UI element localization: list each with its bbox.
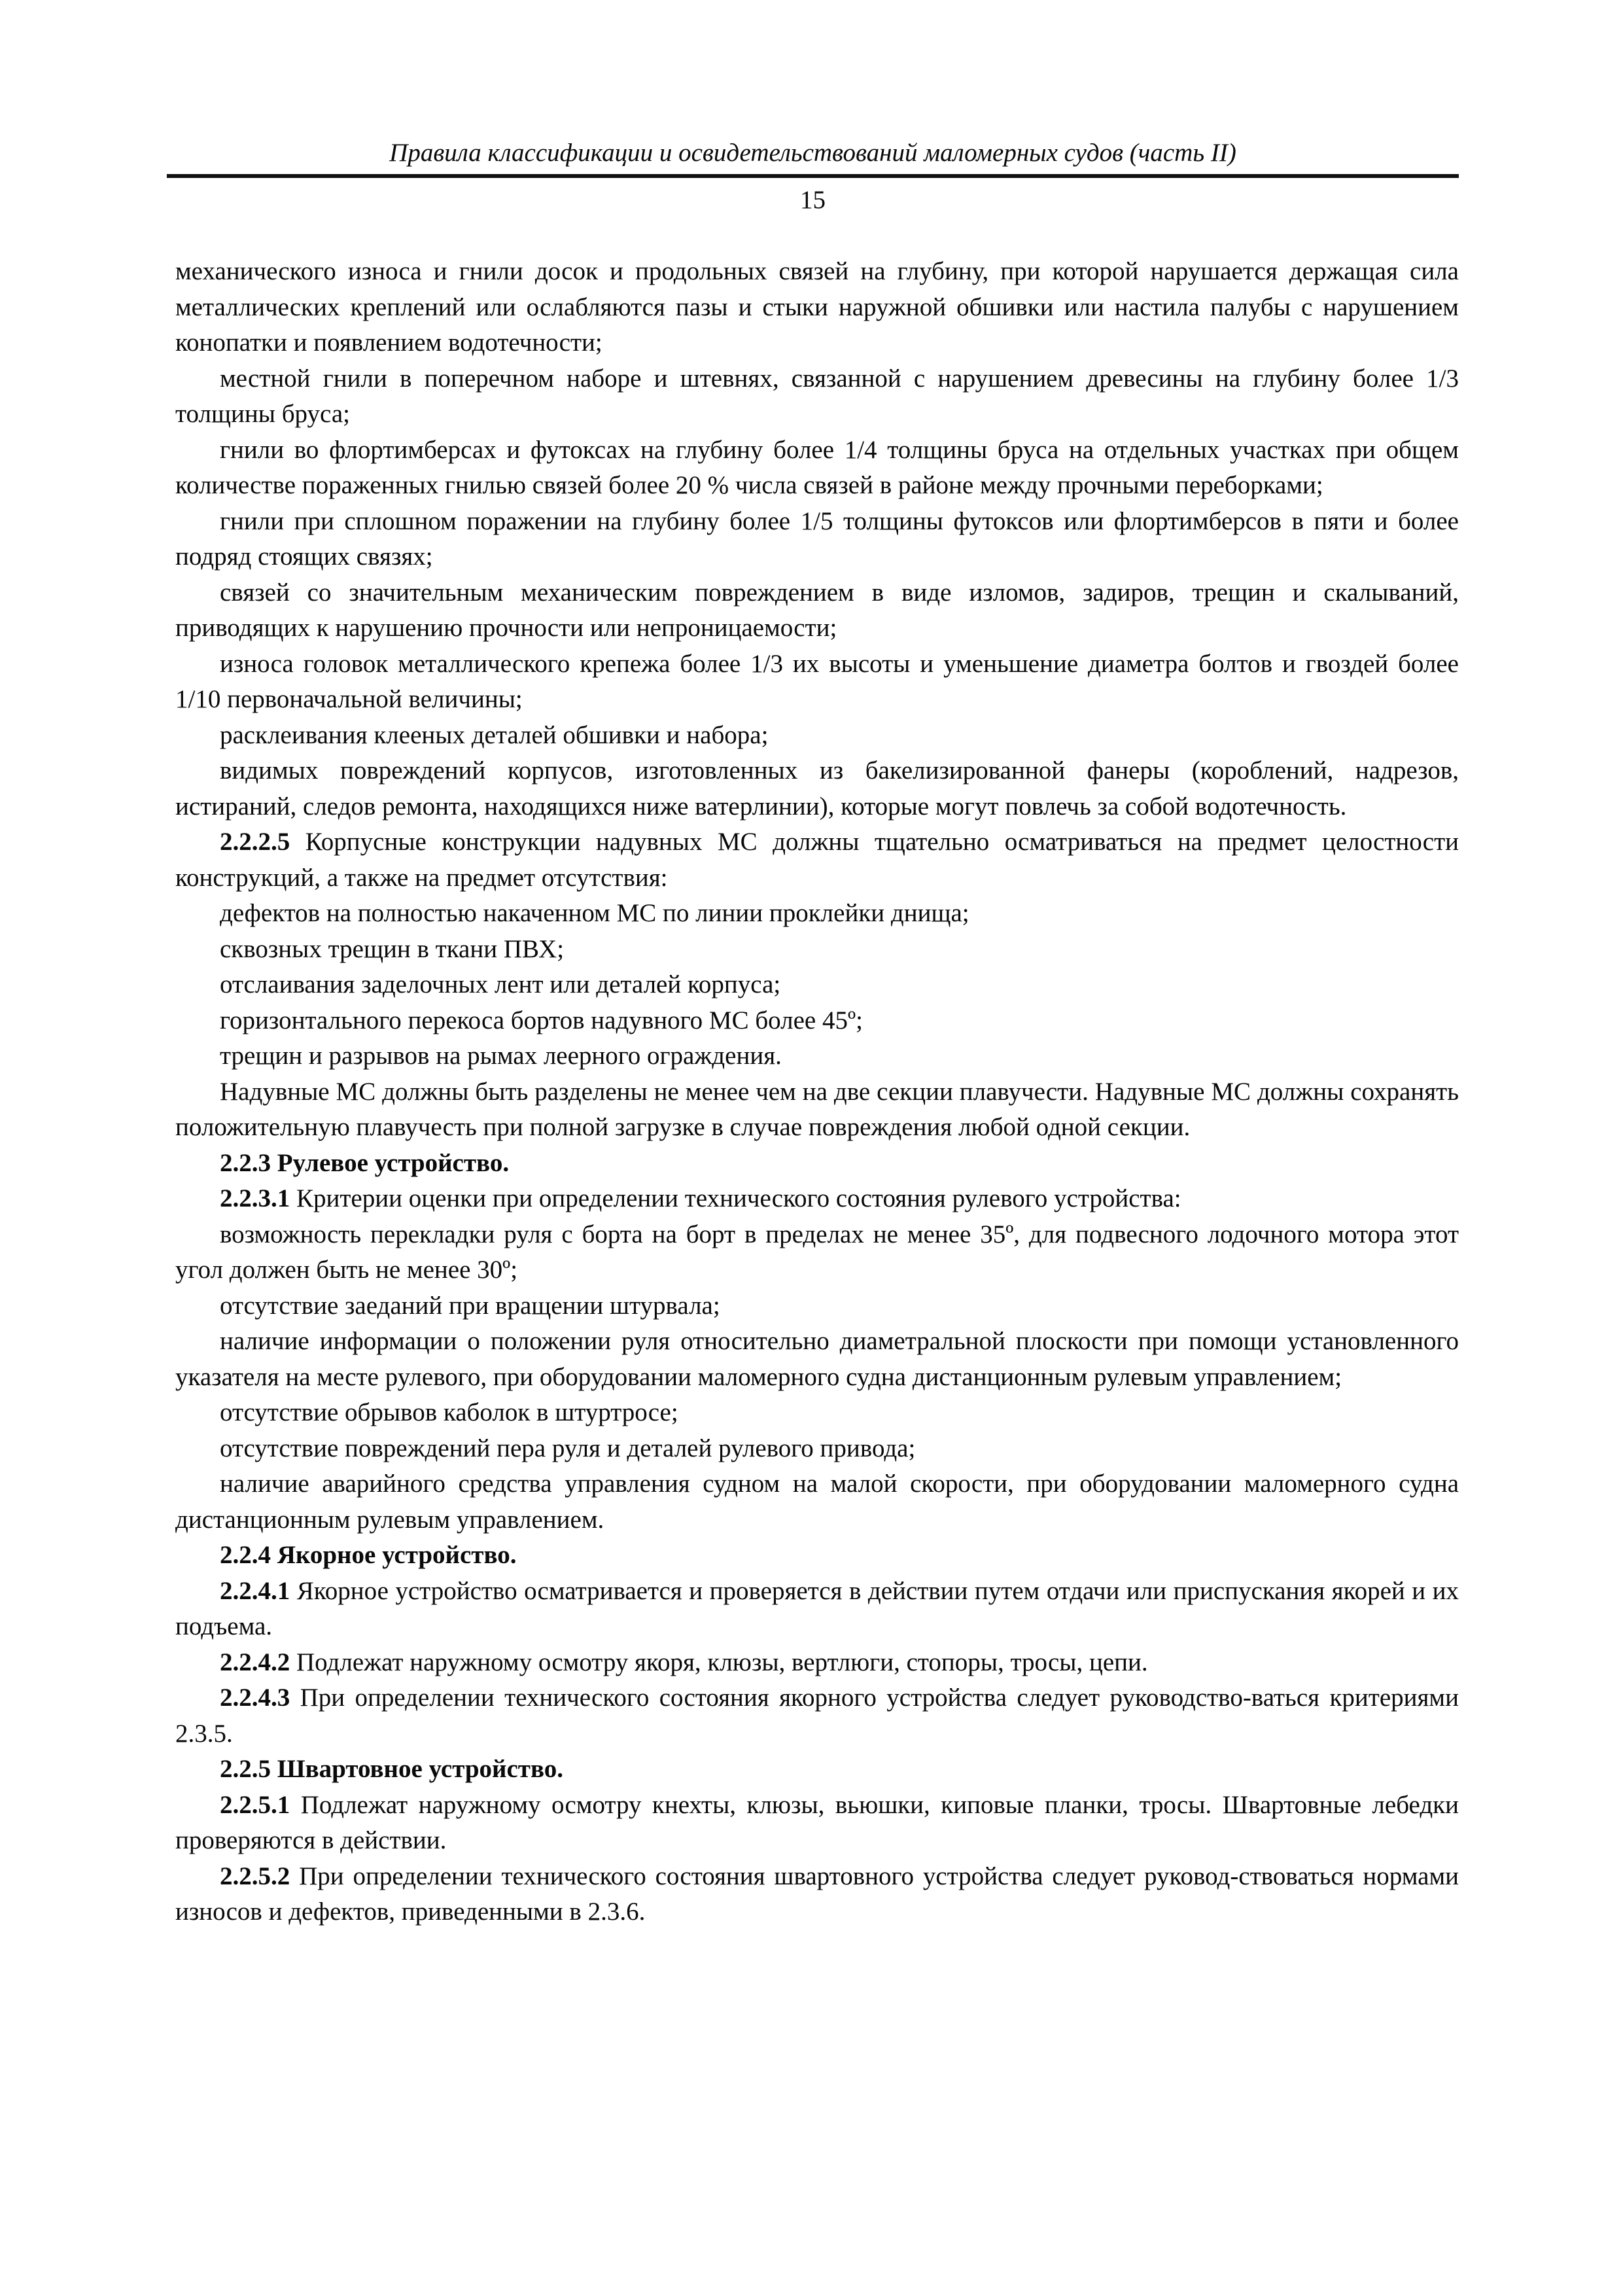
clause-number: 2.2.3.1: [220, 1184, 290, 1212]
paragraph: 2.2.4.2 Подлежат наружному осмотру якоря, клюзы, вертлюги, стопоры, тросы, цепи.: [220, 1648, 1148, 1676]
paragraph: расклеивания клееных деталей обшивки и набора;: [220, 720, 769, 749]
clause-number: 2.2.4.2: [220, 1648, 290, 1676]
paragraph: отслаивания заделочных лент или деталей корпуса;: [220, 970, 781, 998]
paragraph: наличие аварийного средства управления судном на малой скорости, при оборудовании маломерного судна дистанционным рулевым управлением.: [175, 1470, 1459, 1534]
section-heading: 2.2.4 Якорное устройство.: [220, 1541, 517, 1569]
paragraph: сквозных трещин в ткани ПВХ;: [220, 934, 565, 963]
header-rule: [167, 174, 1459, 178]
paragraph: местной гнили в поперечном наборе и штевнях, связанной с нарушением древесины на глубину более 1/3 толщины бруса;: [175, 364, 1459, 428]
paragraph: 2.2.5.2 При определении технического состояния швартовного устройства следует руковод-ствоваться нормами износов и дефектов, приведенными в 2.3.6.: [175, 1862, 1459, 1926]
paragraph: гнили во флортимберсах и футоксах на глубину более 1/4 толщины бруса на отдельных участках при общем количестве пораженных гнилью связей более 20 % числа связей в районе между прочными переборками;: [175, 435, 1459, 499]
paragraph: видимых повреждений корпусов, изготовленных из бакелизированной фанеры (короблений, надрезов, истираний, следов ремонта, находящихся ниже ватерлинии), которые могут повлечь за собой водотечность.: [175, 756, 1459, 821]
running-header: Правила классификации и освидетельствований маломерных судов (часть II): [389, 139, 1236, 167]
paragraph: гнили при сплошном поражении на глубину более 1/5 толщины футоксов или флортимберсов в пяти и более подряд стоящих связях;: [175, 506, 1459, 571]
section-heading: 2.2.5 Швартовное устройство.: [220, 1755, 563, 1783]
paragraph: дефектов на полностью накаченном МС по линии проклейки днища;: [220, 899, 969, 927]
paragraph: наличие информации о положении руля относительно диаметральной плоскости при помощи установленного указателя на месте рулевого, при оборудовании маломерного судна дистанционным рулевым управлением;: [175, 1327, 1459, 1391]
clause-number: 2.2.4.1: [220, 1576, 290, 1605]
clause-number: 2.2.5.2: [220, 1862, 290, 1890]
paragraph: 2.2.2.5 Корпусные конструкции надувных МС должны тщательно осматриваться на предмет целостности конструкций, а также на предмет отсутствия:: [175, 828, 1459, 892]
paragraph: отсутствие обрывов каболок в штуртросе;: [220, 1398, 678, 1426]
paragraph: горизонтального перекоса бортов надувного МС более 45º;: [220, 1006, 863, 1034]
section-heading: 2.2.3 Рулевое устройство.: [220, 1148, 510, 1177]
paragraph: 2.2.4.1 Якорное устройство осматривается и проверяется в действии путем отдачи или приспускания якорей и их подъема.: [175, 1576, 1459, 1640]
page-number: 15: [800, 186, 826, 214]
paragraph: отсутствие заеданий при вращении штурвала;: [220, 1291, 720, 1320]
paragraph: 2.2.4.3 При определении технического состояния якорного устройства следует руководство-ваться критериями 2.3.5.: [175, 1684, 1459, 1748]
paragraph: отсутствие повреждений пера руля и деталей рулевого привода;: [220, 1434, 916, 1462]
paragraph: 2.2.3.1 Критерии оценки при определении технического состояния рулевого устройства:: [220, 1184, 1181, 1212]
paragraph: возможность перекладки руля с борта на борт в пределах не менее 35º, для подвесного лодочного мотора этот угол должен быть не менее 30º;: [175, 1220, 1459, 1284]
paragraph: Надувные МС должны быть разделены не менее чем на две секции плавучести. Надувные МС должны сохранять положительную плавучесть при полной загрузке в случае повреждения любой одной секции.: [175, 1077, 1459, 1141]
body-text: [175, 254, 1459, 1930]
clause-number: 2.2.4.3: [220, 1684, 290, 1712]
clause-number: 2.2.5.1: [220, 1790, 290, 1819]
paragraph: механического износа и гнили досок и продольных связей на глубину, при которой нарушается держащая сила металлических креплений или ослабляются пазы и стыки наружной обшивки или настила палубы с нарушением конопатки и появлением водотечности;: [175, 257, 1459, 357]
clause-number: 2.2.2.5: [220, 828, 290, 856]
paragraph: износа головок металлического крепежа более 1/3 их высоты и уменьшение диаметра болтов и гвоздей более 1/10 первоначальной величины;: [175, 649, 1459, 713]
paragraph: 2.2.5.1 Подлежат наружному осмотру кнехты, клюзы, вьюшки, киповые планки, тросы. Швартовные лебедки проверяются в действии.: [175, 1790, 1459, 1854]
paragraph: трещин и разрывов на рымах леерного ограждения.: [220, 1042, 782, 1070]
paragraph: связей со значительным механическим повреждением в виде изломов, задиров, трещин и скалываний, приводящих к нарушению прочности или непроницаемости;: [175, 578, 1459, 642]
